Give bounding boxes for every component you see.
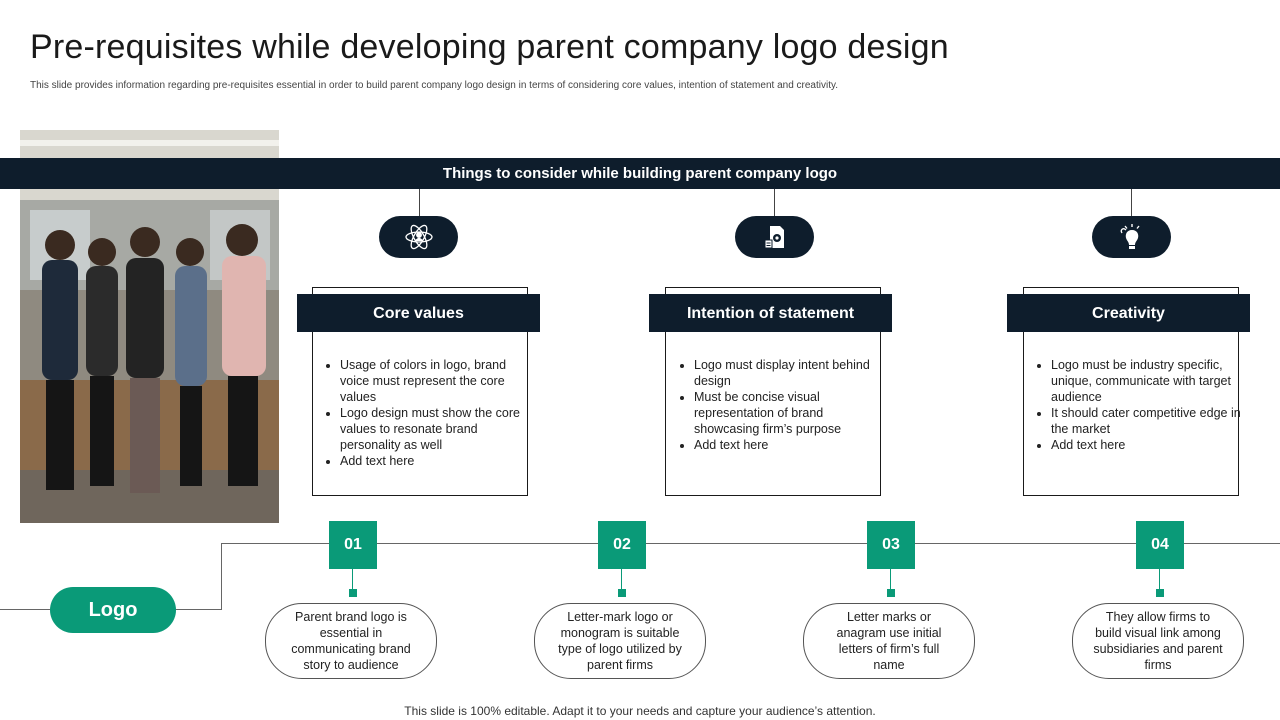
logo-pill: Logo [50,587,176,633]
atom-user-icon [379,216,458,258]
card-bullet: • It should cater competitive edge in the market [1051,405,1241,437]
connector-line [1131,189,1132,217]
document-gear-icon [735,216,814,258]
card-bullet-list [322,357,524,469]
timeline-line [221,543,1280,544]
step-dot [349,589,357,597]
card-bullet: • Add text here [1051,437,1241,453]
step-number: 02 [598,521,646,569]
step-description: Letter-mark logo or monogram is suitable type of logo utilized by parent firms [534,603,706,679]
timeline-line [221,543,222,610]
step-description: Letter marks or anagram use initial letters of firm’s full name [803,603,975,679]
connector-line [419,189,420,217]
page-title: Pre-requisites while developing parent company logo design [30,28,949,66]
page-subtitle: This slide provides information regarding pre-requisites essential in order to build parent company logo design in terms of considering core values, intention of statement and creativity. [30,80,839,91]
step-dot [887,589,895,597]
step-number: 01 [329,521,377,569]
card-bullet: • Logo must be industry specific, unique, communicate with target audience [1051,357,1241,405]
card-bullet: • Must be concise visual representation of brand showcasing firm’s purpose [694,389,878,437]
card-heading: Creativity [1007,294,1250,332]
step-number: 03 [867,521,915,569]
step-dot [1156,589,1164,597]
card-bullet: • Logo must display intent behind design [694,357,878,389]
card-bullet-list [676,357,878,453]
card-bullet-list [1033,357,1241,453]
connector-line [774,189,775,217]
card-bullet: • Add text here [694,437,878,453]
step-dot [618,589,626,597]
card-bullet: • Logo design must show the core values to resonate brand personality as well [340,405,524,453]
banner-title: Things to consider while building parent company logo [442,165,838,182]
footer-note: This slide is 100% editable. Adapt it to your needs and capture your audience’s attention. [404,704,876,718]
card-bullet: • Usage of colors in logo, brand voice must represent the core values [340,357,524,405]
card-heading: Intention of statement [649,294,892,332]
lightbulb-icon [1092,216,1171,258]
step-number: 04 [1136,521,1184,569]
card-bullet: • Add text here [340,453,524,469]
card-heading: Core values [297,294,540,332]
step-description: They allow firms to build visual link among subsidiaries and parent firms [1072,603,1244,679]
step-description: Parent brand logo is essential in communicating brand story to audience [265,603,437,679]
